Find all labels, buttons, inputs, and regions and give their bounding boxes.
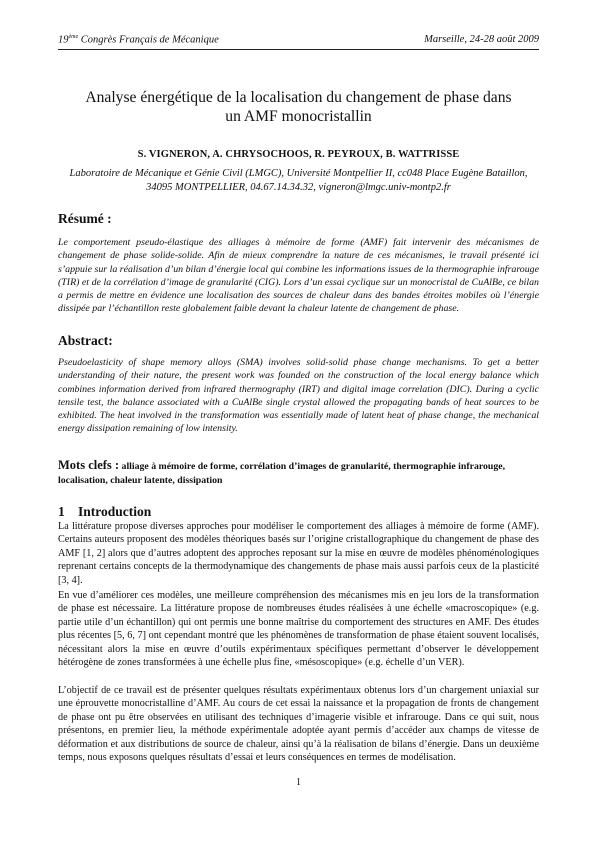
conference-place-date: Marseille, 24-28 août 2009 [424, 34, 539, 45]
resume-text: Le comportement pseudo-élastique des alliages à mémoire de forme (AMF) fait intervenir des mécanismes de changement de phase solide-solide. Afin de mieux comprendre la nature de ces mécanismes, le travail présenté ici s’appuie sur la réalisation d’un bilan d’énergie local qui combine les informations issues de la thermographie infrarouge (TIR) et de la corrélation d’image de granularité (CIG). Lors d’un essai cyclique sur un monocristal de CuAlBe, ce bilan a permis de mettre en évidence une localisation des sources de chaleur dans des bandes étroites mobiles où l’énergie dissipée par l’échantillon reste globalement faible devant la chaleur latente de changement de phase. [58, 237, 539, 315]
affiliation-line-2: 34095 MONTPELLIER, 04.67.14.34.32, vigneron@lmgc.univ-montp2.fr [146, 182, 451, 193]
conference-name [58, 34, 219, 46]
conference-number: 19 [58, 34, 69, 46]
abstract-text: Pseudoelasticity of shape memory alloys (SMA) involves solid-solid phase change mechanisms. To get a better understanding of their nature, the present work was founded on the construction of the local energy balance which combines information derived from infrared thermography (IRT) and digital image correlation (DIC). During a cyclic tensile test, the balance associated with a CuAlBe single crystal allowed the propagating bands of heat sources to be exhibited. The heat involved in the transformation was essentially made of latent heat of phase change, the mechanical energy dissipation remaining of low intensity. [58, 357, 539, 435]
title-line-1: Analyse énergétique de la localisation du changement de phase dans [85, 89, 512, 106]
page-number: 1 [296, 777, 301, 788]
title-line-2: un AMF monocristallin [225, 108, 372, 125]
affiliation-line-1: Laboratoire de Mécanique et Génie Civil (LMGC), Université Montpellier II, cc048 Place Eugène Bataillon, [69, 168, 528, 179]
header-rule [58, 49, 539, 50]
section-heading-introduction [58, 504, 151, 520]
intro-paragraph-2: En vue d’améliorer ces modèles, une meilleure compréhension des mécanismes mis en jeu lors de la transformation de phase est nécessaire. La littérature propose de nombreuses études réalisées à une échelle «macroscopique» (e.g. partie utile d’un échantillon) qui ont permis une bonne maîtrise du comportement des structures en AMF. Des études plus récentes [5, 6, 7] ont cependant montré que les phénomènes de transformation de phase étaient souvent localisés, nécessitant alors la mise en œuvre d’outils expérimentaux spécifiques permettant d’observer le développement hétérogène de zones transformées à une échelle plus fine, «mésoscopique» (e.g. échelle d’un VER). [58, 590, 539, 669]
conference-ordinal: ème [68, 34, 79, 40]
affiliation [58, 167, 539, 195]
abstract-heading: Abstract: [58, 333, 113, 348]
resume-heading: Résumé : [58, 211, 112, 226]
keywords-list: alliage à mémoire de forme, corrélation d’images de granularité, thermographie infrarouge, localisation, chaleur latente, dissipation [58, 461, 506, 486]
intro-paragraph-1: La littérature propose diverses approches pour modéliser le comportement des alliages à mémoire de forme (AMF). Certains auteurs proposent des modèles théoriques basés sur l’origine cristallographique du changement de phase des AMF [1, 2] alors que d’autres adoptent des approches reposant sur la mise en œuvre de modèles phénoménologiques reprenant certains concepts de la thermodynamique des changements de phase mais aussi parfois ceux de la plasticité [3, 4]. [58, 521, 539, 586]
section-title: Introduction [78, 504, 152, 519]
keywords-label: Mots clefs : [58, 458, 120, 472]
authors: S. VIGNERON, A. CHRYSOCHOOS, R. PEYROUX, B. WATTRISSE [137, 149, 460, 160]
section-number: 1 [58, 504, 65, 519]
paper-title [58, 88, 539, 126]
running-header [58, 34, 539, 48]
conference-title: Congrès Français de Mécanique [78, 34, 219, 46]
intro-paragraph-3: L’objectif de ce travail est de présenter quelques résultats expérimentaux obtenus lors d’un chargement uniaxial sur une éprouvette monocristalline d’AMF. Au cours de cet essai la naissance et la propagation de fronts de changement de phase ont pu être observées en utilisant des techniques d’imagerie visible et infrarouge. Dans ce qui suit, nous présentons, en premier lieu, la méthode expérimentale adoptée ayant permis d’accéder aux champs de vitesse de déformation et aux distributions de source de chaleur, ainsi qu’à la réalisation de bilans d’énergie. Dans un deuxième temps, nous exposons quelques résultats d’essai et leurs conséquences en termes de modélisation. [58, 685, 539, 764]
keywords [58, 459, 539, 487]
